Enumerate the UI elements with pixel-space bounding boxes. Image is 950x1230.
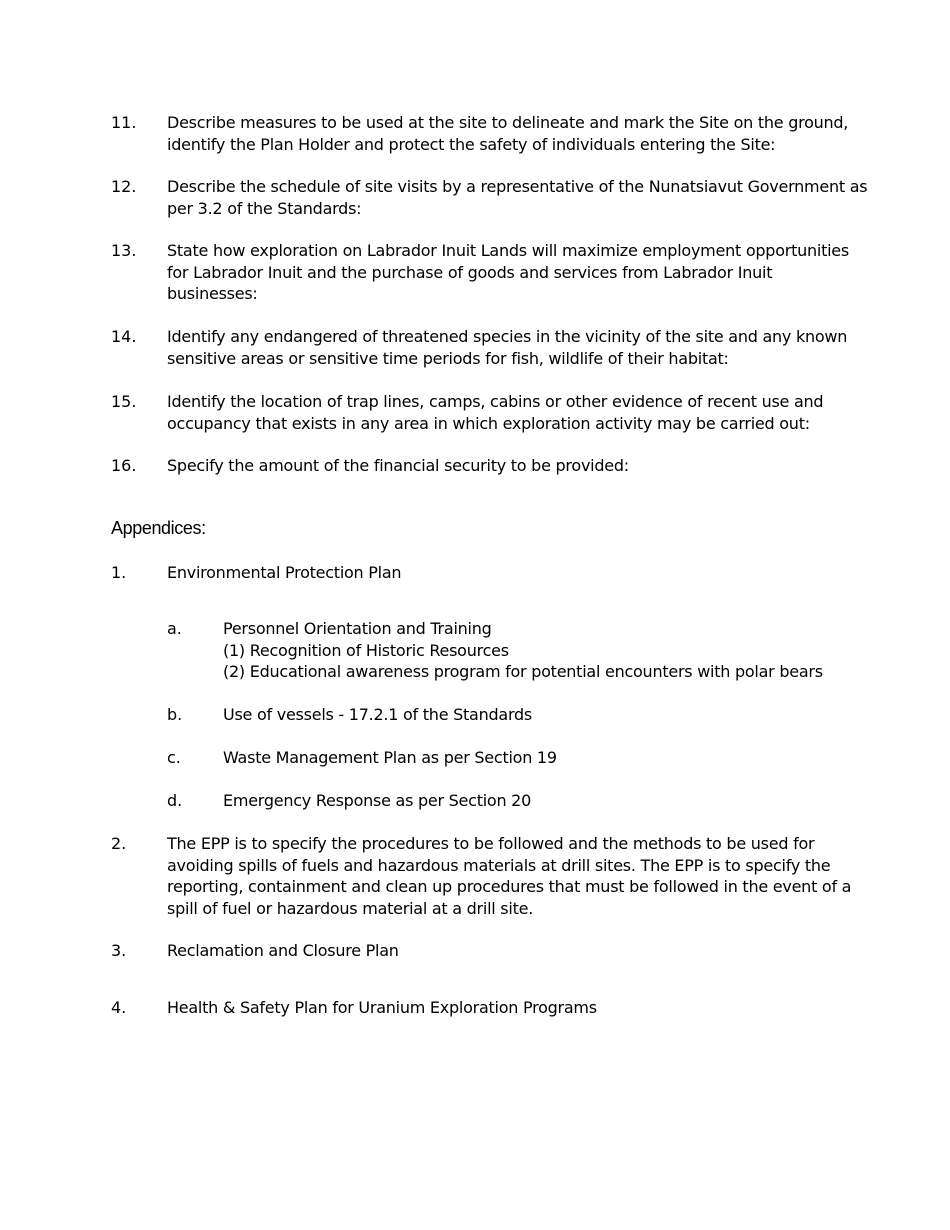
subitem-letter: a. [167, 619, 182, 638]
text-line: avoiding spills of fuels and hazardous materials at drill sites. The EPP is to specify the [167, 855, 831, 875]
item-number: 15. [111, 392, 137, 411]
appendix-number: 2. [111, 834, 127, 853]
appendix-number: 4. [111, 998, 127, 1017]
text-line: Identify the location of trap lines, camps, cabins or other evidence of recent use and [167, 392, 824, 411]
subitem-text [223, 704, 843, 726]
appendix-text: Reclamation and Closure Plan [167, 941, 399, 960]
text-line: sensitive areas or sensitive time periods for fish, wildlife of their habitat: [167, 348, 729, 368]
appendix-number: 3. [111, 941, 127, 960]
text-line: Waste Management Plan as per Section 19 [223, 748, 557, 767]
text-line: The EPP is to specify the procedures to be followed and the methods to be used for [167, 834, 815, 853]
subitem-text [223, 747, 843, 769]
text-line: (2) Educational awareness program for potential encounters with polar bears [223, 662, 823, 681]
appendix-text: Environmental Protection Plan [167, 563, 402, 582]
item-number: 11. [111, 113, 137, 132]
text-line: Specify the amount of the financial security to be provided: [167, 456, 629, 475]
text-line: State how exploration on Labrador Inuit Lands will maximize employment opportunities [167, 241, 849, 260]
item-number: 16. [111, 456, 137, 475]
text-line: (1) Recognition of Historic Resources [223, 640, 509, 660]
item-number: 12. [111, 177, 137, 196]
text-line: Describe the schedule of site visits by a representative of the Nunatsiavut Government as [167, 177, 868, 196]
appendix-text [167, 833, 852, 919]
question-text [167, 326, 848, 369]
text-line: Personnel Orientation and Training [223, 619, 492, 638]
appendices-heading: Appendices: [111, 518, 206, 538]
subitem-text [223, 618, 843, 683]
text-line: Describe measures to be used at the site to delineate and mark the Site on the ground, [167, 113, 849, 132]
text-line: for Labrador Inuit and the purchase of goods and services from Labrador Inuit [167, 262, 773, 282]
item-number: 14. [111, 327, 137, 346]
question-text [167, 112, 849, 155]
subitem-letter: c. [167, 748, 181, 767]
text-line: Use of vessels - 17.2.1 of the Standards [223, 705, 532, 724]
item-number: 13. [111, 241, 137, 260]
subitem-text [223, 790, 843, 812]
text-line: occupancy that exists in any area in which exploration activity may be carried out: [167, 413, 810, 433]
appendix-text: Health & Safety Plan for Uranium Exploration Programs [167, 998, 597, 1017]
question-text [167, 240, 849, 305]
text-line: reporting, containment and clean up procedures that must be followed in the event of a [167, 877, 852, 896]
text-line: Emergency Response as per Section 20 [223, 791, 532, 810]
question-text [167, 391, 842, 434]
text-line: Identify any endangered of threatened species in the vicinity of the site and any known [167, 327, 848, 346]
text-line: businesses: [167, 284, 258, 303]
text-line: spill of fuel or hazardous material at a drill site. [167, 898, 534, 918]
text-line: identify the Plan Holder and protect the safety of individuals entering the Site: [167, 134, 776, 154]
question-text [167, 455, 842, 477]
text-line: per 3.2 of the Standards: [167, 198, 362, 218]
subitem-letter: b. [167, 705, 183, 724]
question-text [167, 176, 868, 219]
appendix-number: 1. [111, 563, 127, 582]
subitem-letter: d. [167, 791, 183, 810]
